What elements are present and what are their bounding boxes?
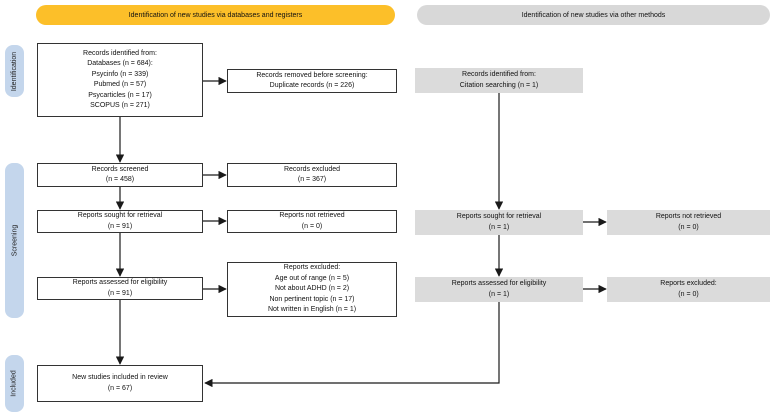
stage-identification-label: Identification [11, 51, 18, 91]
stage-identification [5, 45, 24, 97]
box-text-line: Reports assessed for eligibility [72, 279, 168, 286]
box-reports-excluded-other [607, 277, 770, 302]
box-text-line: Duplicate records (n = 226) [269, 82, 355, 89]
box-text-line: Reports not retrieved [655, 213, 722, 220]
box-text-line: (n = 0) [301, 222, 323, 230]
stage-included [5, 355, 24, 412]
stage-included-label: Included [11, 370, 18, 397]
box-text-line: Records identified from: [83, 49, 157, 57]
box-text-line: Databases (n = 684): [87, 60, 153, 67]
stage-screening-label: Screening [11, 224, 18, 257]
box-text-line: Not written in English (n = 1) [267, 306, 357, 314]
box-text-line: Pubmed (n = 57) [93, 81, 147, 88]
box-text-line: Reports sought for retrieval [77, 212, 163, 219]
box-text-line: Not about ADHD (n = 2) [274, 285, 350, 293]
box-text-line: Records screened [91, 165, 149, 173]
box-text-line: Psycarticles (n = 17) [88, 91, 152, 99]
box-text-line: Reports assessed for eligibility [451, 280, 547, 287]
box-reports-assessed-databases [37, 277, 203, 300]
box-text-line: Records excluded [283, 165, 341, 173]
box-records-screened [37, 163, 203, 187]
header-databases-registers-label: Identification of new studies via databases and registers [128, 11, 303, 19]
box-reports-sought-databases [37, 210, 203, 233]
box-text-line: (n = 1) [488, 223, 510, 231]
box-records-excluded [227, 163, 397, 187]
box-new-studies-included [37, 365, 203, 402]
box-text-line: New studies included in review [72, 374, 168, 381]
box-text-line: Psycinfo (n = 339) [91, 70, 149, 78]
box-text-line: (n = 67) [107, 384, 133, 392]
box-text-line: Age out of range (n = 5) [274, 274, 350, 282]
box-text-line: (n = 91) [107, 289, 133, 297]
box-reports-excluded-databases [227, 262, 397, 317]
box-text-line: (n = 367) [297, 176, 327, 183]
box-text-line: (n = 1) [488, 290, 510, 298]
box-text-line: (n = 458) [105, 176, 135, 183]
box-reports-sought-other [415, 210, 583, 235]
box-reports-assessed-other [415, 277, 583, 302]
box-text-line: Reports excluded: [660, 280, 717, 287]
box-text-line: Reports excluded: [283, 264, 341, 272]
stage-screening [5, 163, 24, 318]
box-text-line: Reports not retrieved [279, 212, 345, 219]
box-text-line: SCOPUS (n = 271) [90, 102, 150, 109]
box-text-line: Records identified from: [462, 71, 536, 78]
box-text-line: Reports sought for retrieval [456, 213, 542, 220]
box-reports-not-retrieved-databases [227, 210, 397, 233]
box-text-line: Citation searching (n = 1) [459, 81, 539, 89]
box-reports-not-retrieved-other [607, 210, 770, 235]
box-text-line: Records removed before screening: [256, 71, 368, 79]
box-records-identified-databases [37, 43, 203, 117]
box-records-identified-citation [415, 68, 583, 93]
box-text-line: (n = 91) [107, 222, 133, 230]
box-text-line: Non pertinent topic (n = 17) [269, 295, 355, 303]
header-other-methods [417, 5, 770, 25]
header-other-methods-label: Identification of new studies via other methods [521, 11, 666, 19]
box-text-line: (n = 0) [678, 290, 699, 298]
box-text-line: (n = 0) [678, 223, 699, 231]
header-databases-registers [36, 5, 395, 25]
box-records-removed-before-screening [227, 69, 397, 93]
